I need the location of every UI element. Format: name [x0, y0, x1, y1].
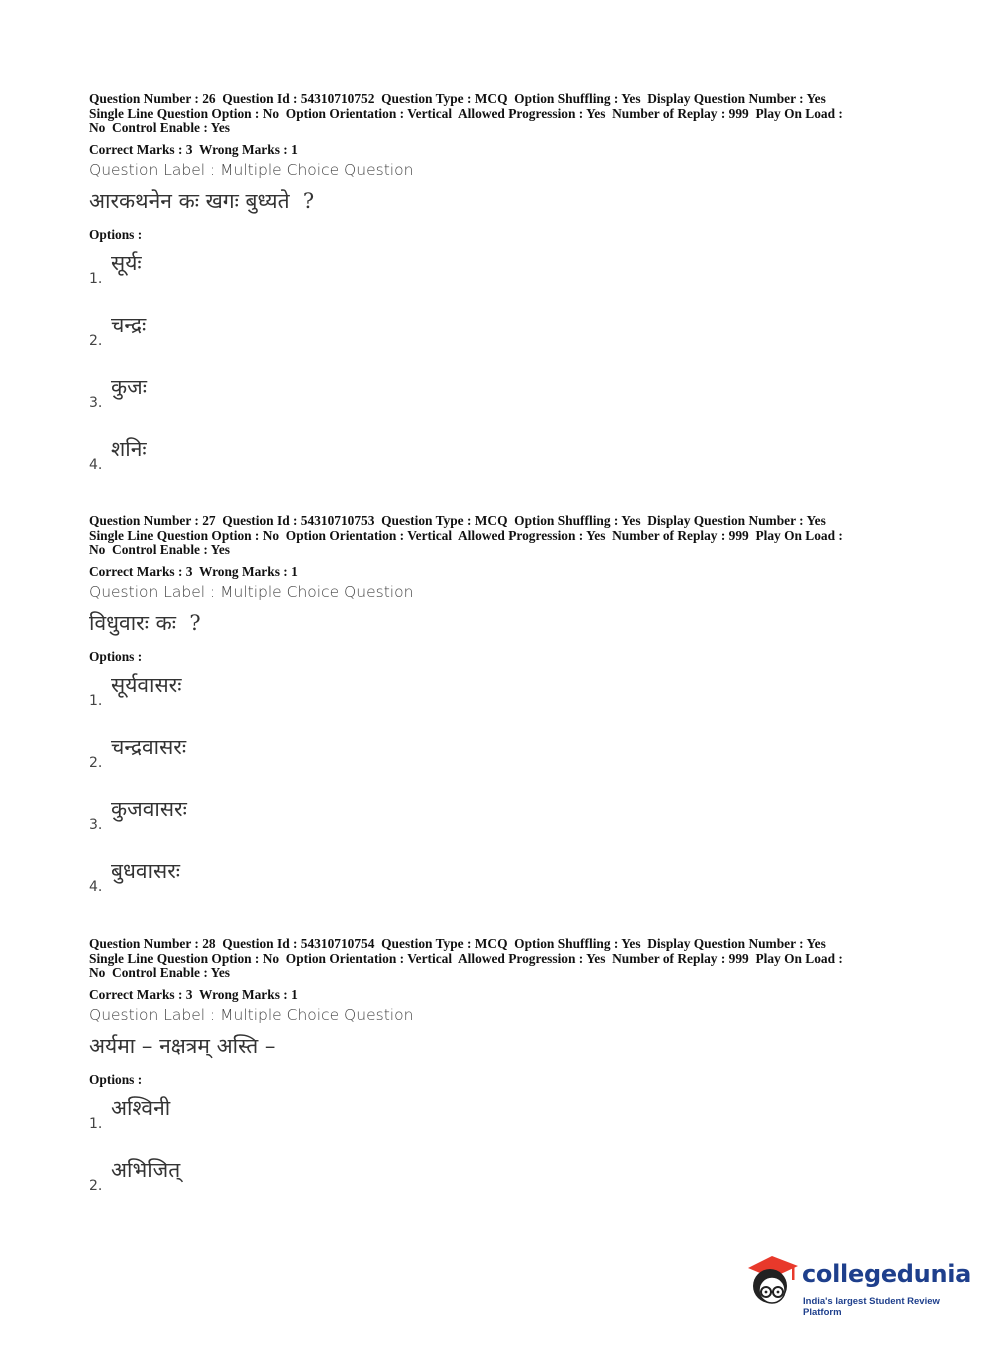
meta-line: No Control Enable : Yes	[89, 542, 230, 558]
option-number: 2.	[89, 1177, 103, 1194]
question-meta	[89, 92, 919, 136]
question-label: Question Label : Multiple Choice Question	[89, 160, 414, 179]
meta-line: Question Number : 27 Question Id : 54310710753 Question Type : MCQ Option Shuffling : Yes Display Question Number : Yes	[89, 513, 826, 528]
option-text: चन्द्रवासरः	[111, 734, 187, 759]
options-label: Options :	[89, 226, 143, 242]
meta-line: Single Line Question Option : No Option Orientation : Vertical Allowed Progression : Yes Number of Replay : 999 Play On Load :	[89, 527, 843, 543]
question-block-27	[89, 514, 919, 921]
option-text: शनिः	[111, 436, 147, 461]
option-item[interactable]	[89, 1158, 919, 1220]
option-item[interactable]	[89, 735, 919, 797]
option-number: 2.	[89, 754, 103, 771]
option-text: कुजः	[111, 374, 147, 399]
meta-line: Single Line Question Option : No Option Orientation : Vertical Allowed Progression : Yes Number of Replay : 999 Play On Load :	[89, 105, 843, 121]
brand-name: collegedunia	[802, 1260, 972, 1288]
option-text: चन्द्रः	[111, 312, 147, 337]
option-text: अश्विनी	[111, 1095, 171, 1120]
option-number: 2.	[89, 332, 103, 349]
meta-line: No Control Enable : Yes	[89, 120, 230, 136]
options-label: Options :	[89, 648, 143, 664]
question-text: अर्यमा – नक्षत्रम् अस्ति –	[89, 1033, 276, 1058]
option-text: सूर्यः	[111, 250, 142, 275]
option-text: अभिजित्	[111, 1157, 181, 1182]
meta-line: Question Number : 26 Question Id : 54310710752 Question Type : MCQ Option Shuffling : Yes Display Question Number : Yes	[89, 91, 826, 106]
meta-line: Single Line Question Option : No Option Orientation : Vertical Allowed Progression : Yes Number of Replay : 999 Play On Load :	[89, 950, 843, 966]
collegedunia-logo	[742, 1250, 972, 1318]
brand-tagline: India's largest Student Review Platform	[803, 1296, 940, 1318]
option-item[interactable]	[89, 437, 919, 499]
question-text: विधुवारः कः ?	[89, 610, 201, 635]
question-text: आरकथनेन कः खगः बुध्यते ?	[89, 188, 315, 213]
option-number: 1.	[89, 692, 103, 709]
options-label: Options :	[89, 1071, 143, 1087]
marks-line: Correct Marks : 3 Wrong Marks : 1	[89, 563, 298, 579]
option-number: 3.	[89, 816, 103, 833]
option-item[interactable]	[89, 1096, 919, 1158]
question-label: Question Label : Multiple Choice Question	[89, 1005, 414, 1024]
meta-line: No Control Enable : Yes	[89, 965, 230, 981]
option-text: बुधवासरः	[111, 858, 181, 883]
marks-line: Correct Marks : 3 Wrong Marks : 1	[89, 986, 298, 1002]
option-text: सूर्यवासरः	[111, 672, 182, 697]
option-number: 3.	[89, 394, 103, 411]
question-meta	[89, 514, 919, 558]
marks-line: Correct Marks : 3 Wrong Marks : 1	[89, 141, 298, 157]
mascot-icon	[742, 1250, 804, 1312]
option-item[interactable]	[89, 313, 919, 375]
question-block-28	[89, 937, 919, 1220]
option-item[interactable]	[89, 797, 919, 859]
question-meta	[89, 937, 919, 981]
option-number: 4.	[89, 456, 103, 473]
option-text: कुजवासरः	[111, 796, 187, 821]
meta-line: Question Number : 28 Question Id : 54310710754 Question Type : MCQ Option Shuffling : Yes Display Question Number : Yes	[89, 936, 826, 951]
option-item[interactable]	[89, 859, 919, 921]
question-block-26	[89, 92, 919, 499]
question-label: Question Label : Multiple Choice Question	[89, 582, 414, 601]
option-item[interactable]	[89, 673, 919, 735]
option-number: 1.	[89, 270, 103, 287]
option-number: 4.	[89, 878, 103, 895]
option-item[interactable]	[89, 251, 919, 313]
option-number: 1.	[89, 1115, 103, 1132]
option-item[interactable]	[89, 375, 919, 437]
